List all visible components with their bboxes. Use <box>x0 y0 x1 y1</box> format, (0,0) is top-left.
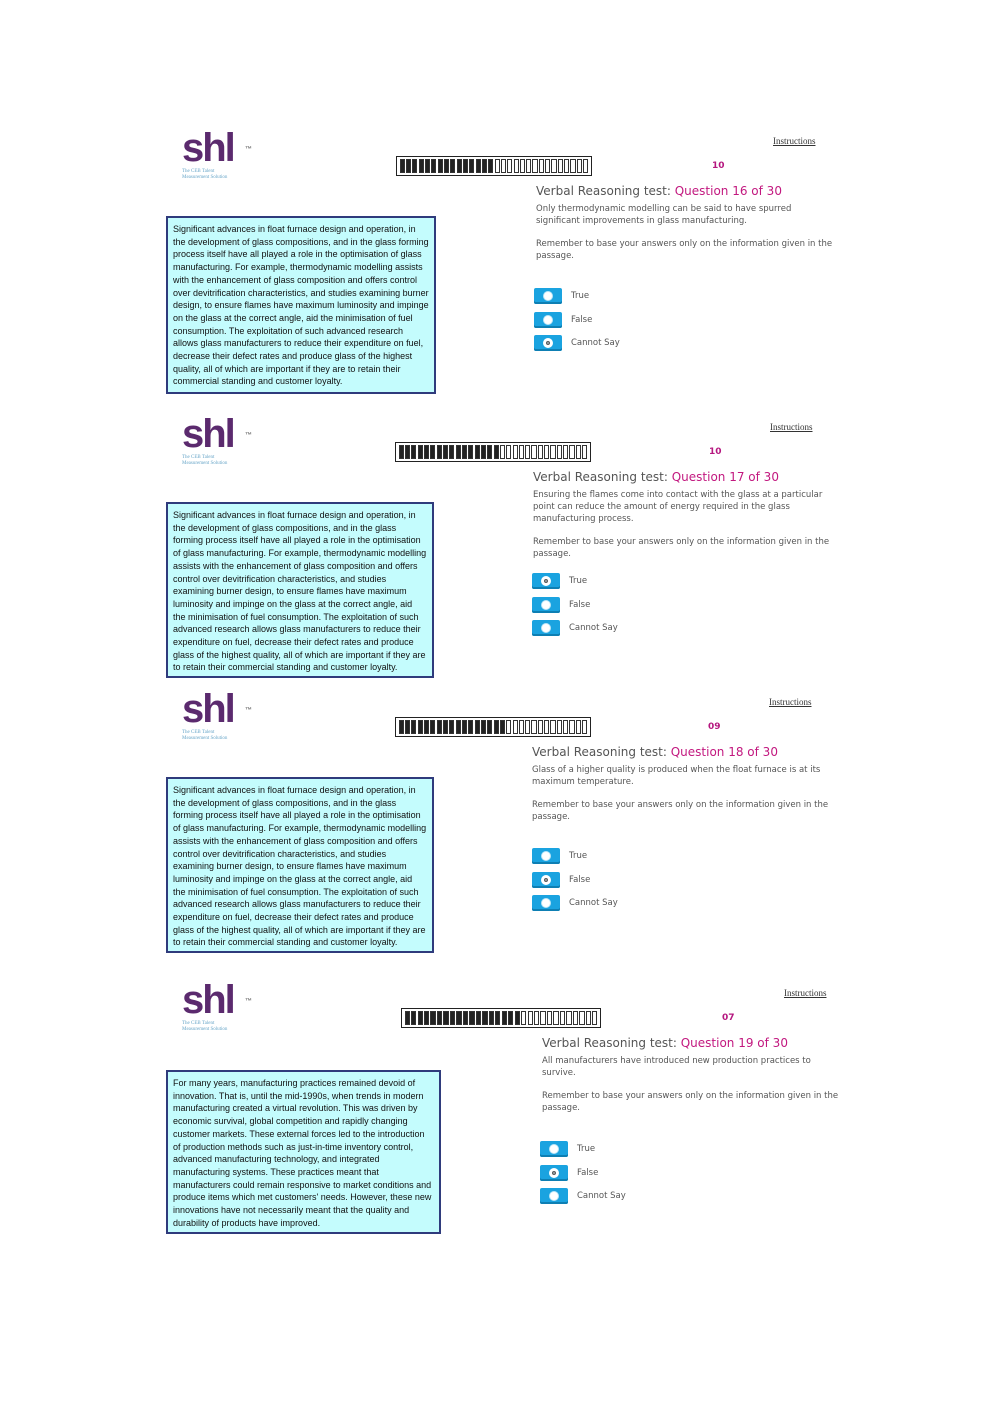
progress-segment <box>577 159 582 173</box>
progress-bar <box>395 442 591 462</box>
test-name: Verbal Reasoning test: <box>542 1036 677 1050</box>
logo-text: shl <box>182 978 234 1022</box>
instructions-link[interactable]: Instructions <box>773 136 816 146</box>
progress-segment <box>450 1011 455 1025</box>
progress-segment <box>437 720 442 734</box>
option-label: Cannot Say <box>569 898 618 908</box>
question-number: Question 19 of 30 <box>680 1036 788 1050</box>
radio-empty-icon <box>541 898 551 908</box>
progress-segment <box>399 720 404 734</box>
progress-segment <box>411 720 416 734</box>
question-title <box>542 1036 788 1050</box>
timer-value: 07 <box>722 1013 735 1023</box>
question-statement: All manufacturers have introduced new production practices to survive. <box>542 1056 811 1078</box>
shl-logo <box>182 689 262 742</box>
option-label: False <box>577 1167 599 1178</box>
answer-option-true[interactable] <box>540 1141 595 1157</box>
progress-segment <box>538 720 543 734</box>
test-name: Verbal Reasoning test: <box>533 470 668 484</box>
radio-empty-icon <box>541 623 551 633</box>
progress-segment <box>525 445 530 459</box>
progress-segment <box>550 445 555 459</box>
progress-segment <box>557 720 562 734</box>
logo-text: shl <box>182 687 234 731</box>
progress-segment <box>487 445 492 459</box>
question-title <box>532 745 778 759</box>
logo-text: shl <box>182 126 234 170</box>
progress-segment <box>500 720 505 734</box>
radio-empty-icon <box>549 1191 559 1201</box>
answer-option-false[interactable] <box>532 872 590 888</box>
progress-segment <box>405 445 410 459</box>
reading-passage: For many years, manufacturing practices remained devoid of innovation. That is, until the mid-1990s, when trends in modern manufacturing created a virtual revolution. This was driven by economic survival, global competition and rapidly changing customer markets. These external forces led to the introduction of production methods such as just-in-time inventory control, advanced manufacturing technology, and integrated manufacturing systems. These practices meant that manufacturers could remain responsive to market conditions and produce items which met customers' needs. However, these new innovations have not necessarily meant that the quality and durability of products have improved. <box>166 1070 441 1234</box>
question-statement: Ensuring the flames come into contact with the glass at a particular point can reduce the amount of energy required in the glass manufacturing process. <box>533 490 823 524</box>
progress-segment <box>425 159 430 173</box>
progress-segment <box>430 445 435 459</box>
logo-tagline-line-1: The CEB Talent <box>182 730 215 735</box>
progress-segment <box>482 1011 487 1025</box>
answer-option-false[interactable] <box>540 1165 598 1181</box>
progress-segment <box>437 1011 442 1025</box>
trademark-mark: ™ <box>245 998 252 1005</box>
trademark-mark: ™ <box>245 146 252 153</box>
progress-segment <box>495 159 500 173</box>
progress-segment <box>494 445 499 459</box>
progress-segment <box>550 720 555 734</box>
logo-tagline <box>182 455 262 467</box>
logo-tagline-line-2: Measurement Solution <box>182 175 228 180</box>
progress-bar <box>395 717 591 737</box>
progress-segment <box>462 720 467 734</box>
option-label: False <box>571 314 593 325</box>
logo-tagline-line-2: Measurement Solution <box>182 736 228 741</box>
progress-segment <box>487 720 492 734</box>
progress-segment <box>494 720 499 734</box>
progress-segment <box>553 1011 558 1025</box>
shl-logo <box>182 128 262 181</box>
progress-segment <box>557 445 562 459</box>
radio-button[interactable] <box>532 872 560 888</box>
progress-segment <box>592 1011 597 1025</box>
progress-segment <box>532 159 537 173</box>
progress-segment <box>430 720 435 734</box>
progress-segment <box>463 1011 468 1025</box>
progress-segment <box>438 159 443 173</box>
radio-empty-icon <box>541 600 551 610</box>
instructions-link[interactable]: Instructions <box>770 422 813 432</box>
progress-segment <box>476 159 481 173</box>
logo-tagline <box>182 1021 262 1033</box>
option-label: Cannot Say <box>571 338 620 348</box>
option-label: True <box>577 1144 596 1154</box>
option-label: False <box>569 599 591 610</box>
logo-tagline-line-1: The CEB Talent <box>182 169 215 174</box>
radio-button[interactable] <box>532 573 560 589</box>
progress-segment <box>475 720 480 734</box>
reading-passage: Significant advances in float furnace design and operation, in the development of glass compositions, and in the glass forming process itself have all played a role in the optimisation of glass manufacturing. For example, thermodynamic modelling assists with the enhancement of glass composition and offers control over devitrification characteristics, and studies examining burner design, to ensure flames have maximum luminosity and impinge on the glass at the correct angle, aid the minimisation of fuel consumption. The exploitation of such advanced research allows glass manufacturers to reduce their expenditure on fuel, decrease their defect rates and produce glass of the highest quality, all of which are important if they are to retain their commercial standing and customer loyalty. <box>166 216 436 394</box>
progress-segment <box>539 159 544 173</box>
progress-segment <box>476 1011 481 1025</box>
progress-segment <box>456 445 461 459</box>
radio-button[interactable] <box>532 848 560 864</box>
progress-segment <box>502 1011 507 1025</box>
option-label: Cannot Say <box>569 623 618 633</box>
progress-segment <box>462 445 467 459</box>
progress-segment <box>586 1011 591 1025</box>
progress-segment <box>418 445 423 459</box>
progress-segment <box>481 445 486 459</box>
progress-segment <box>521 1011 526 1025</box>
reminder-text: Remember to base your answers only on the information given in the passage. <box>533 537 830 559</box>
instructions-link[interactable]: Instructions <box>784 988 827 998</box>
reading-passage: Significant advances in float furnace design and operation, in the development of glass compositions, and in the glass forming process itself have all played a role in the optimisation of glass manufacturing. For example, thermodynamic modelling assists with the enhancement of glass composition and offers control over devitrification characteristics, and studies examining burner design, to ensure flames have maximum luminosity and impinge on the glass at the correct angle, aid the minimisation of fuel consumption. The exploitation of such advanced research allows glass manufacturers to reduce their expenditure on fuel, decrease their defect rates and produce glass of the highest quality, all of which are important if they are to retain their commercial standing and customer loyalty. <box>166 502 434 678</box>
progress-segment <box>450 159 455 173</box>
progress-segment <box>419 159 424 173</box>
test-name: Verbal Reasoning test: <box>536 184 671 198</box>
progress-segment <box>576 720 581 734</box>
progress-segment <box>515 1011 520 1025</box>
progress-segment <box>418 1011 423 1025</box>
progress-segment <box>400 159 405 173</box>
answer-option-false[interactable] <box>532 597 590 613</box>
radio-empty-icon <box>543 315 553 325</box>
logo-text: shl <box>182 412 234 456</box>
progress-segment <box>558 159 563 173</box>
progress-segment <box>525 720 530 734</box>
radio-selected-icon <box>541 576 551 586</box>
progress-segment <box>399 445 404 459</box>
radio-button[interactable] <box>534 288 562 304</box>
progress-segment <box>534 1011 539 1025</box>
logo-tagline <box>182 169 262 181</box>
radio-button[interactable] <box>540 1165 568 1181</box>
progress-segment <box>449 720 454 734</box>
progress-segment <box>538 445 543 459</box>
progress-segment <box>431 159 436 173</box>
progress-segment <box>513 720 518 734</box>
progress-segment <box>430 1011 435 1025</box>
progress-segment <box>564 159 569 173</box>
radio-selected-icon <box>543 338 553 348</box>
progress-segment <box>579 1011 584 1025</box>
progress-segment <box>482 159 487 173</box>
progress-segment <box>582 720 587 734</box>
question-statement: Glass of a higher quality is produced when the float furnace is at its maximum temperature. <box>532 765 821 787</box>
progress-segment <box>544 720 549 734</box>
logo-tagline-line-1: The CEB Talent <box>182 455 215 460</box>
answer-option-cannot-say[interactable] <box>540 1188 626 1204</box>
progress-segment <box>489 1011 494 1025</box>
progress-segment <box>570 159 575 173</box>
progress-segment <box>560 1011 565 1025</box>
logo-tagline-line-2: Measurement Solution <box>182 461 228 466</box>
progress-segment <box>412 159 417 173</box>
answer-option-true[interactable] <box>532 573 587 589</box>
timer-value: 10 <box>709 447 722 457</box>
progress-segment <box>519 720 524 734</box>
progress-segment <box>463 159 468 173</box>
progress-segment <box>500 445 505 459</box>
progress-segment <box>449 445 454 459</box>
progress-segment <box>514 159 519 173</box>
question-number: Question 18 of 30 <box>670 745 778 759</box>
progress-segment <box>405 1011 410 1025</box>
test-name: Verbal Reasoning test: <box>532 745 667 759</box>
progress-segment <box>513 445 518 459</box>
progress-segment <box>456 720 461 734</box>
progress-segment <box>551 159 556 173</box>
progress-segment <box>569 445 574 459</box>
radio-button[interactable] <box>534 312 562 328</box>
progress-segment <box>457 159 462 173</box>
radio-empty-icon <box>543 291 553 301</box>
question-title <box>533 470 779 484</box>
progress-segment <box>531 720 536 734</box>
progress-segment <box>540 1011 545 1025</box>
progress-segment <box>506 445 511 459</box>
radio-button[interactable] <box>532 895 560 911</box>
progress-segment <box>469 159 474 173</box>
progress-segment <box>583 159 588 173</box>
progress-segment <box>469 1011 474 1025</box>
radio-empty-icon <box>541 851 551 861</box>
option-label: Cannot Say <box>577 1191 626 1201</box>
option-label: True <box>571 291 590 301</box>
progress-segment <box>547 1011 552 1025</box>
progress-segment <box>528 1011 533 1025</box>
progress-segment <box>468 720 473 734</box>
progress-segment <box>456 1011 461 1025</box>
progress-segment <box>443 720 448 734</box>
reminder-text: Remember to base your answers only on the information given in the passage. <box>536 239 833 261</box>
progress-segment <box>488 159 493 173</box>
trademark-mark: ™ <box>245 707 252 714</box>
progress-segment <box>411 445 416 459</box>
question-title <box>536 184 782 198</box>
progress-segment <box>566 1011 571 1025</box>
answer-option-true[interactable] <box>532 848 587 864</box>
option-label: True <box>569 576 588 586</box>
progress-segment <box>501 159 506 173</box>
progress-segment <box>508 1011 513 1025</box>
answer-option-true[interactable] <box>534 288 589 304</box>
progress-segment <box>411 1011 416 1025</box>
progress-segment <box>573 1011 578 1025</box>
progress-segment <box>481 720 486 734</box>
reminder-text: Remember to base your answers only on the information given in the passage. <box>542 1091 839 1113</box>
shl-logo <box>182 414 262 467</box>
progress-segment <box>582 445 587 459</box>
progress-bar <box>396 156 592 176</box>
progress-segment <box>563 720 568 734</box>
progress-segment <box>506 720 511 734</box>
answer-option-cannot-say[interactable] <box>532 620 618 636</box>
progress-segment <box>495 1011 500 1025</box>
radio-button[interactable] <box>532 597 560 613</box>
timer-value: 10 <box>712 161 725 171</box>
radio-button[interactable] <box>534 335 562 351</box>
progress-segment <box>443 445 448 459</box>
progress-segment <box>443 1011 448 1025</box>
answer-option-cannot-say[interactable] <box>532 895 618 911</box>
radio-button[interactable] <box>532 620 560 636</box>
radio-empty-icon <box>549 1144 559 1154</box>
answer-option-cannot-say[interactable] <box>534 335 620 351</box>
progress-segment <box>468 445 473 459</box>
progress-segment <box>569 720 574 734</box>
progress-segment <box>424 720 429 734</box>
answer-option-false[interactable] <box>534 312 592 328</box>
progress-segment <box>545 159 550 173</box>
progress-segment <box>437 445 442 459</box>
timer-value: 09 <box>708 722 721 732</box>
progress-segment <box>526 159 531 173</box>
progress-segment <box>424 1011 429 1025</box>
progress-segment <box>424 445 429 459</box>
reading-passage: Significant advances in float furnace design and operation, in the development of glass compositions, and in the glass forming process itself have all played a role in the optimisation of glass manufacturing. For example, thermodynamic modelling assists with the enhancement of glass composition and offers control over devitrification characteristics, and studies examining burner design, to ensure flames have maximum luminosity and impinge on the glass at the correct angle, aid the minimisation of fuel consumption. The exploitation of such advanced research allows glass manufacturers to reduce their expenditure on fuel, decrease their defect rates and produce glass of the highest quality, all of which are important if they are to retain their commercial standing and customer loyalty. <box>166 777 434 953</box>
question-number: Question 17 of 30 <box>671 470 779 484</box>
progress-segment <box>475 445 480 459</box>
radio-selected-icon <box>541 875 551 885</box>
progress-segment <box>418 720 423 734</box>
progress-segment <box>563 445 568 459</box>
radio-button[interactable] <box>540 1141 568 1157</box>
progress-segment <box>444 159 449 173</box>
trademark-mark: ™ <box>245 432 252 439</box>
logo-tagline <box>182 730 262 742</box>
progress-segment <box>405 720 410 734</box>
progress-segment <box>576 445 581 459</box>
radio-button[interactable] <box>540 1188 568 1204</box>
progress-segment <box>531 445 536 459</box>
instructions-link[interactable]: Instructions <box>769 697 812 707</box>
progress-segment <box>544 445 549 459</box>
radio-selected-icon <box>549 1168 559 1178</box>
progress-bar <box>401 1008 601 1028</box>
reminder-text: Remember to base your answers only on the information given in the passage. <box>532 800 829 822</box>
logo-tagline-line-1: The CEB Talent <box>182 1021 215 1026</box>
progress-segment <box>406 159 411 173</box>
progress-segment <box>507 159 512 173</box>
progress-segment <box>520 159 525 173</box>
question-number: Question 16 of 30 <box>674 184 782 198</box>
question-statement: Only thermodynamic modelling can be said to have spurred significant improvements in glass manufacturing. <box>536 204 792 226</box>
shl-logo <box>182 980 262 1033</box>
option-label: False <box>569 874 591 885</box>
option-label: True <box>569 851 588 861</box>
logo-tagline-line-2: Measurement Solution <box>182 1027 228 1032</box>
progress-segment <box>519 445 524 459</box>
